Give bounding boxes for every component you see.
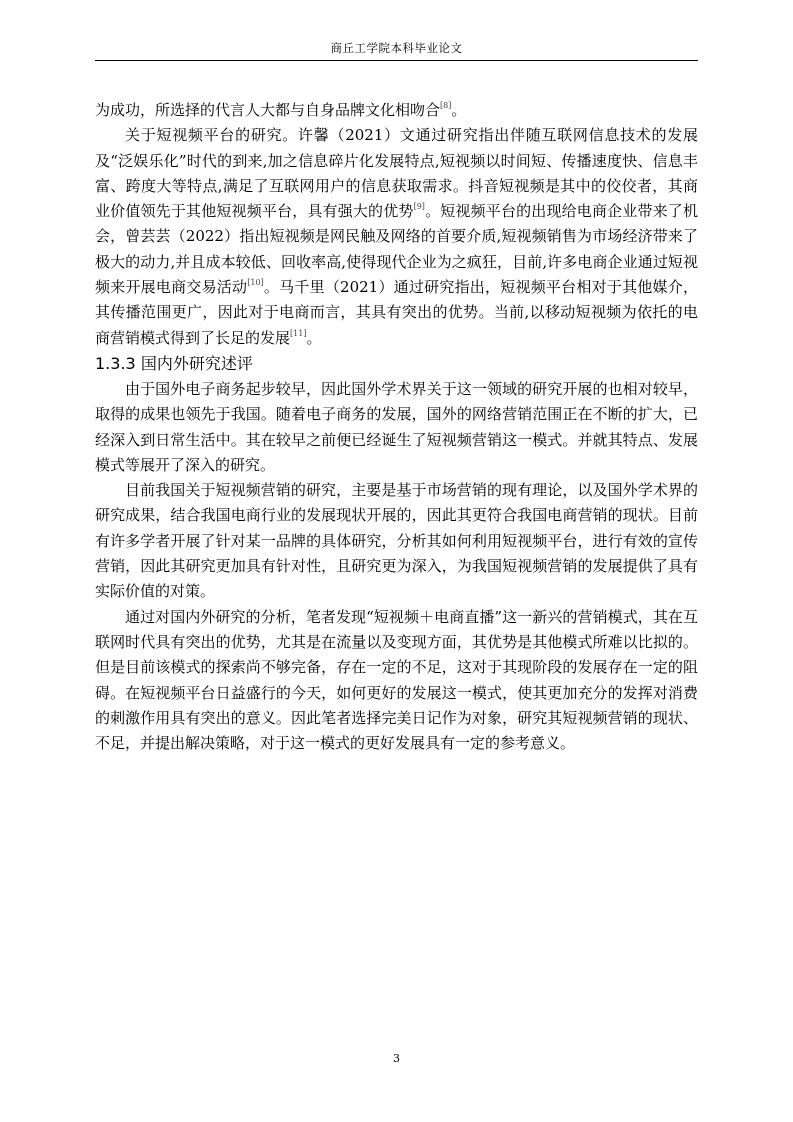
section-title: 国内外研究述评 bbox=[140, 353, 253, 373]
citation-marker: [10] bbox=[247, 278, 264, 288]
citation-marker: [11] bbox=[290, 328, 307, 338]
page-number: 3 bbox=[393, 1052, 400, 1065]
citation-marker: [9] bbox=[413, 202, 425, 212]
paragraph-text: 。 bbox=[451, 101, 467, 119]
paragraph-text: 关于短视频平台的研究。许馨（2021）文通过研究指出伴随互联网信息技术的发展及“泛娱乐化”时代的到来,加之信息碎片化发展特点,短视频以时间短、传播速度快、信息丰富、跨度大等特点,满足了互联网用户的信息获取需求。抖音短视频是其中的佼佼者，其商业价值领先于其他短视频平台，具有强大的优势 bbox=[95, 126, 698, 221]
section-number: 1.3.3 bbox=[95, 353, 136, 373]
paragraph bbox=[95, 123, 698, 351]
citation-marker: [8] bbox=[440, 101, 452, 110]
paragraph: 由于国外电子商务起步较早，因此国外学术界关于这一领域的研究开展的也相对较早，取得的成果也领先于我国。随着电子商务的发展，国外的网络营销范围正在不断的扩大，已经深入到日常生活中。其在较早之前便已经诞生了短视频营销这一模式。并就其特点、发展模式等展开了深入的研究。 bbox=[95, 379, 698, 474]
page-body bbox=[95, 98, 698, 756]
paragraph-text: 为成功，所选择的代言人大都与自身品牌文化相吻合 bbox=[95, 101, 441, 119]
paragraph-text: 。短视频平台的出现给电商企业带来了机会，曾芸芸（2022）指出短视频是网民触及网络的首要介质,短视频销售为市场经济带来了极大的动力,并且成本较低、回收率高,使得现代企业为之疯狂，目前,许多电商企业通过短视频来开展电商交易活动 bbox=[95, 202, 698, 297]
header-rule bbox=[95, 60, 698, 61]
running-header: 商丘工学院本科毕业论文 bbox=[330, 41, 463, 55]
paragraph bbox=[95, 98, 698, 123]
paragraph-text: 。 bbox=[306, 328, 322, 347]
paragraph: 通过对国内外研究的分析，笔者发现“短视频＋电商直播”这一新兴的营销模式，其在互联网时代具有突出的优势，尤其是在流量以及变现方面，其优势是其他模式所难以比拟的。但是目前该模式的探索尚不够完备，存在一定的不足，这对于其现阶段的发展存在一定的阻碍。在短视频平台日益盛行的今天，如何更好的发展这一模式，使其更加充分的发挥对消费的刺激作用具有突出的意义。因此笔者选择完美日记作为对象，研究其短视频营销的现状、不足，并提出解决策略，对于这一模式的更好发展具有一定的参考意义。 bbox=[95, 607, 698, 753]
paragraph: 目前我国关于短视频营销的研究，主要是基于市场营销的现有理论，以及国外学术界的研究成果，结合我国电商行业的发展现状开展的，因此其更符合我国电商营销的现状。目前有许多学者开展了针对某一品牌的具体研究，分析其如何利用短视频平台，进行有效的宣传营销，因此其研究更加具有针对性，且研究更为深入，为我国短视频营销的发展提供了具有实际价值的对策。 bbox=[95, 481, 698, 601]
section-heading bbox=[95, 351, 698, 377]
paragraph-text: 。马千里（2021）通过研究指出，短视频平台相对于其他媒介，其传播范围更广，因此对于电商而言，其具有突出的优势。当前,以移动短视频为依托的电商营销模式得到了长足的发展 bbox=[95, 278, 698, 347]
